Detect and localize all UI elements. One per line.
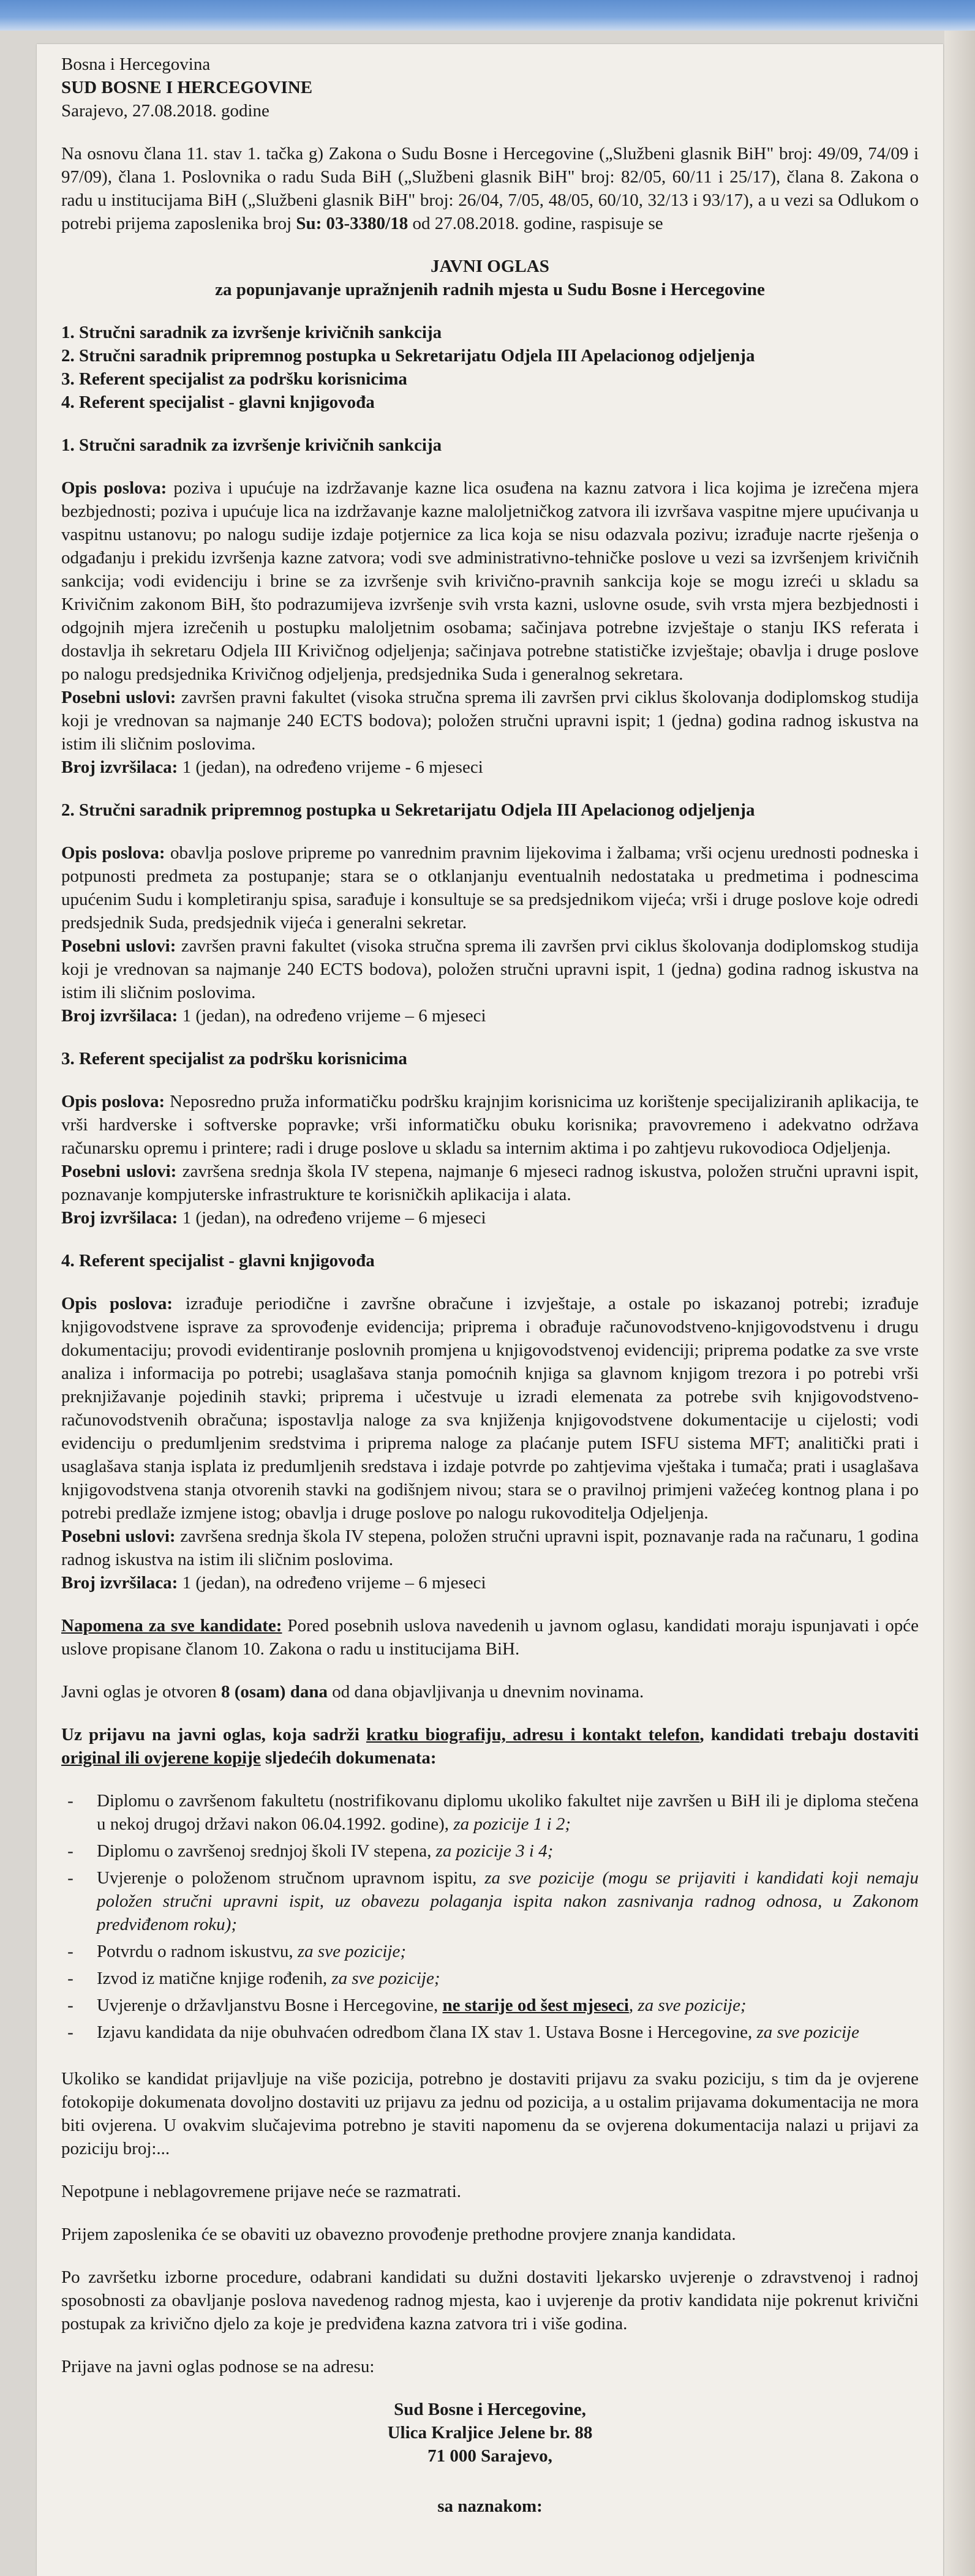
job-description-label: Opis poslova: bbox=[61, 478, 167, 498]
incomplete-applications-paragraph: Nepotpune i neblagovremene prijave neće se razmatrati. bbox=[61, 2182, 461, 2201]
special-requirements-label: Posebni uslovi: bbox=[61, 936, 176, 956]
address-note-label: sa naznakom: bbox=[437, 2496, 543, 2516]
document-text: Diplomu o završenom fakultetu (nostrifikovanu diplomu ukoliko fakultet nije završen u BiH ili je diploma stečena u nekoj drugoj državi nakon 06.04.1992. godine), bbox=[97, 1791, 919, 1834]
number-of-positions bbox=[61, 1004, 919, 1027]
special-requirements-text: završena srednja škola IV stepena, najmanje 6 mjeseci radnog iskustva, položen stručni upravni ispit, poznavanje kompjuterske infrastrukture te korisničkih aplikacija i alata. bbox=[61, 1162, 919, 1204]
document-text: Uvjerenje o državljanstvu Bosne i Hercegovine, bbox=[97, 1996, 443, 2015]
preamble-text-1: Na osnovu člana 11. stav 1. tačka g) Zakona o Sudu Bosne i Hercegovine („Službeni glasnik BiH" broj: 49/09, 74/09 i 97/09), člana 1. Poslovnika o radu Suda BiH („Službeni glasnik BiH" broj: 82/05, 60/11 i 25/17), člana 8. Zakona o radu u institucijama BiH („Službeni glasnik BiH" broj: 26/04, 7/05, 48/05, 60/10, 32/13 i 93/17), a u vezi sa Odlukom o potrebi prijema zaposlenika broj bbox=[61, 144, 919, 233]
positions-list bbox=[61, 321, 919, 414]
special-requirements-text: završen pravni fakultet (visoka stručna sprema ili završen prvi ciklus školovanja dodiplomskog studija koji je vrednovan sa najmanje 240 ECTS bodova), položen stručni upravni ispit, 1 (jedna) godina radnog iskustva na istim ili sličnim poslovima. bbox=[61, 936, 919, 1002]
submission-address bbox=[61, 2398, 919, 2518]
submission-address-intro: Prijave na javni oglas podnose se na adresu: bbox=[61, 2357, 375, 2376]
special-requirements-text: završena srednja škola IV stepena, položen stručni upravni ispit, poznavanje rada na računaru, 1 godina radnog iskustva na istim ili sličnim poslovima. bbox=[61, 1526, 919, 1569]
knowledge-check-paragraph: Prijem zaposlenika će se obaviti uz obavezno provođenje prethodne provjere znanja kandidata. bbox=[61, 2225, 736, 2244]
special-requirements-label: Posebni uslovi: bbox=[61, 688, 176, 707]
document-item bbox=[97, 2021, 919, 2044]
document-scope: za pozicije 3 i 4; bbox=[435, 1841, 554, 1861]
number-of-positions-text: 1 (jedan), na određeno vrijeme – 6 mjeseci bbox=[178, 1208, 486, 1228]
header-institution: SUD BOSNE I HERCEGOVINE bbox=[61, 78, 313, 97]
number-of-positions bbox=[61, 756, 919, 779]
document-scope: za pozicije 1 i 2; bbox=[453, 1814, 571, 1834]
number-of-positions-label: Broj izvršilaca: bbox=[61, 757, 178, 777]
number-of-positions bbox=[61, 1206, 919, 1230]
special-requirements-label: Posebni uslovi: bbox=[61, 1162, 177, 1181]
position-section-2 bbox=[61, 798, 919, 1027]
multiple-applications-paragraph: Ukoliko se kandidat prijavljuje na više pozicija, potrebno je dostaviti prijavu za svaku poziciju, s tim da je ovjerene fotokopije dokumenata dovoljno dostaviti uz prijavu za jednu od pozicija, a u ostalim prijavama dokumentacija ne mora biti ovjerena. U ovakvim slučajevima potrebno je staviti napomenu da se ovjerena dokumentacija nalazi u prijavi za poziciju broj:... bbox=[61, 2069, 919, 2158]
notice-header bbox=[61, 53, 919, 122]
documents-intro-e: sljedećih dokumenata: bbox=[260, 1748, 437, 1768]
section-heading: 4. Referent specijalist - glavni knjigovođa bbox=[61, 1251, 375, 1271]
job-description-text: izrađuje periodične i završne obračune i izvještaje, a ostale po iskazanoj potrebi; izrađuje knjigovodstvene isprave za sprovođenje evidencija; priprema i obrađuje računovodstveno-knjigovodstvenu i drugu dokumentaciju; provodi evidentiranje poslovnih promjena u knjigovodstvenoj evidenciji; priprema podatke za sve vrste analiza i informacija po potrebi; usaglašava stanja pomoćnih knjiga sa glavnom knjigom trezora i po potrebi vrši preknjižavanje pojedinih stavki; priprema i učestvuje u izradi elemenata za potrebe svih knjigovodstveno-računovodstvenih obračuna; ispostavlja naloge za sva knjiženja knjigovodstvene dokumentacije u cijelosti; vodi evidenciju o predumljenim sredstvima i priprema naloge za plaćanje putem ISFU sistema MFT; analitički prati i usaglašava stanja isplata iz predumljenih sredstava i izdaje potvrde po zahtjevima vještaka i tumača; prati i usaglašava knjigovodstvena stanja otvorenih stavki na godišnjem nivou; stara se o pravilnoj primjeni važećeg kontnog plana i po potrebi predlaže izmjene istog; obavlja i druge poslove po nalogu rukovoditelja Odjeljenja. bbox=[61, 1294, 919, 1523]
address-line: 71 000 Sarajevo, bbox=[427, 2446, 552, 2466]
special-requirements-text: završen pravni fakultet (visoka stručna sprema ili završen prvi ciklus školovanja dodiplomskog studija koji je vrednovan sa najmanje 240 ECTS bodova); položen stručni upravni ispit; 1 (jedna) godina radnog iskustva na istim ili sličnim poslovima. bbox=[61, 688, 919, 754]
public-notice bbox=[61, 53, 919, 2518]
documents-intro-d: original ili ovjerene kopije bbox=[61, 1748, 261, 1768]
number-of-positions bbox=[61, 1571, 919, 1594]
special-requirements bbox=[61, 1160, 919, 1206]
document-item bbox=[97, 1839, 919, 1863]
document-scope: za sve pozicije; bbox=[331, 1969, 440, 1988]
decision-number: Su: 03-3380/18 bbox=[296, 214, 408, 233]
number-of-positions-label: Broj izvršilaca: bbox=[61, 1006, 178, 1026]
positions-list-item: 4. Referent specijalist - glavni knjigovođa bbox=[61, 392, 375, 412]
document-text: Potvrdu o radnom iskustvu, bbox=[97, 1942, 298, 1961]
document-scope: za sve pozicije; bbox=[297, 1942, 407, 1961]
position-section-3 bbox=[61, 1047, 919, 1230]
position-section-4 bbox=[61, 1249, 919, 1594]
number-of-positions-text: 1 (jedan), na određeno vrijeme – 6 mjeseci bbox=[178, 1006, 486, 1026]
documents-intro bbox=[61, 1723, 919, 1770]
job-description-label: Opis poslova: bbox=[61, 1092, 165, 1111]
document-text: Uvjerenje o položenom stručnom upravnom ispitu, bbox=[97, 1868, 485, 1888]
required-documents-list bbox=[61, 1789, 919, 2044]
document-scope: , za sve pozicije; bbox=[628, 1996, 747, 2015]
number-of-positions-label: Broj izvršilaca: bbox=[61, 1573, 178, 1593]
document-text: Izvod iz matične knjige rođenih, bbox=[97, 1969, 332, 1988]
newspaper-page bbox=[37, 44, 943, 2576]
documents-intro-a: Uz prijavu na javni oglas, koja sadrži bbox=[61, 1725, 366, 1744]
special-requirements-label: Posebni uslovi: bbox=[61, 1526, 176, 1546]
document-item bbox=[97, 1940, 919, 1963]
after-selection-paragraph: Po završetku izborne procedure, odabrani kandidati su dužni dostaviti ljekarsko uvjerenje o zdravstvenoj i radnoj sposobnosti za obavljanje poslova navedenog radnog mjesta, kao i uvjerenje da protiv kandidata nije pokrenut krivični postupak za krivično djelo za koje je predviđena kazna zatvora tri i više godina. bbox=[61, 2267, 919, 2334]
page-edge-bleed bbox=[944, 31, 975, 2576]
documents-intro-c: , kandidati trebaju dostaviti bbox=[699, 1725, 919, 1744]
document-scope: za sve pozicije bbox=[756, 2022, 859, 2042]
document-item bbox=[97, 1967, 919, 1990]
number-of-positions-text: 1 (jedan), na određeno vrijeme - 6 mjeseci bbox=[178, 757, 483, 777]
special-requirements bbox=[61, 1525, 919, 1571]
address-line: Ulica Kraljice Jelene br. 88 bbox=[387, 2423, 593, 2443]
open-period-days: 8 (osam) dana bbox=[220, 1682, 328, 1702]
special-requirements bbox=[61, 934, 919, 1004]
document-validity: ne starije od šest mjeseci bbox=[442, 1996, 629, 2015]
address-line: Sud Bosne i Hercegovine, bbox=[394, 2400, 586, 2419]
preamble bbox=[61, 142, 919, 235]
job-description-text: Neposredno pruža informatičku podršku krajnjim korisnicima uz korištenje specijaliziranih aplikacija, te vrši hardverske i softverske popravke; vrši informatičku obuku korisnika; pravovremeno i adekvatno održava računarsku opremu i printere; radi i druge poslove u skladu sa internim aktima i po zahtjevu rukovodioca Odjeljenja. bbox=[61, 1092, 919, 1158]
note-for-candidates bbox=[61, 1614, 919, 1661]
note-text: Pored posebnih uslova navedenih u javnom oglasu, kandidati moraju ispunjavati i opće uslove propisane članom 10. Zakona o radu u institucijama BiH. bbox=[61, 1616, 919, 1659]
top-color-band bbox=[0, 0, 975, 31]
header-country: Bosna i Hercegovina bbox=[61, 54, 211, 74]
open-period bbox=[61, 1680, 919, 1703]
document-item bbox=[97, 1866, 919, 1936]
special-requirements bbox=[61, 686, 919, 756]
job-description bbox=[61, 476, 919, 686]
job-description-label: Opis poslova: bbox=[61, 1294, 173, 1313]
notice-title: JAVNI OGLAS bbox=[431, 257, 549, 276]
note-label: Napomena za sve kandidate: bbox=[61, 1616, 282, 1635]
section-heading: 2. Stručni saradnik pripremnog postupka u Sekretarijatu Odjela III Apelacionog odjeljenja bbox=[61, 800, 755, 820]
section-heading: 1. Stručni saradnik za izvršenje krivičnih sankcija bbox=[61, 435, 442, 455]
job-description-label: Opis poslova: bbox=[61, 843, 165, 863]
job-description bbox=[61, 841, 919, 934]
job-description-text: poziva i upućuje na izdržavanje kazne lica osuđena na kaznu zatvora i lica kojima je izrečena mjera bezbjednosti; poziva i upućuje lica na izdržavanje kazne maloljetničkog zatvora ili izvršava vaspitne mjere upućivanja u vaspitnu ustanovu; po nalogu sudije izdaje potjernice za lica koja se nisu odazvala pozivu; izrađuje nacrte rješenja o odgađanju i prekidu izvršenja kazne zatvora; vodi sve administrativno-tehničke poslove u vezi sa izvršenjem krivičnih sankcija; vodi evidenciju i brine se za izvršenje svih krivično-pravnih sankcija koje se mogu izreći u skladu sa Krivičnim zakonom BiH, što podrazumijeva izvršenje svih vrsta kazni, uslovne osude, svih vrsta mjera bezbjednosti i odgojnih mjera izrečenih u postupku maloljetnim osobama; sačinjava potrebne izvještaje o stanju IKS referata i dostavlja ih sekretaru Odjela III Krivičnog odjeljenja; sačinjava potrebne statističke izvještaje; obavlja i druge poslove po nalogu predsjednika Krivičnog odjeljenja, predsjednika Suda i generalnog sekretara. bbox=[61, 478, 919, 684]
job-description-text: obavlja poslove pripreme po vanrednim pravnim lijekovima i žalbama; vrši ocjenu urednosti podneska i potpunosti predmeta za postupanje; stara se o otklanjanju eventualnih nedostataka u predmetima i podnescima upućenim Sudu i kompletiranju spisa, sarađuje i konsultuje se sa predsjednikom vijeća; vrši i druge poslove koje odredi predsjednik Suda, predsjednik vijeća i generalni sekretar. bbox=[61, 843, 919, 933]
section-heading: 3. Referent specijalist za podršku korisnicima bbox=[61, 1049, 407, 1068]
positions-list-item: 1. Stručni saradnik za izvršenje krivičnih sankcija bbox=[61, 323, 442, 342]
positions-list-item: 2. Stručni saradnik pripremnog postupka u Sekretarijatu Odjela III Apelacionog odjeljenja bbox=[61, 346, 755, 366]
header-place-date: Sarajevo, 27.08.2018. godine bbox=[61, 101, 269, 121]
document-text: Izjavu kandidata da nije obuhvaćen odredbom člana IX stav 1. Ustava Bosne i Hercegovine, bbox=[97, 2022, 757, 2042]
number-of-positions-label: Broj izvršilaca: bbox=[61, 1208, 178, 1228]
job-description bbox=[61, 1090, 919, 1160]
documents-intro-b: kratku biografiju, adresu i kontakt telefon bbox=[366, 1725, 700, 1744]
open-period-after: od dana objavljivanja u dnevnim novinama. bbox=[327, 1682, 644, 1702]
document-text: Diplomu o završenoj srednjoj školi IV stepena, bbox=[97, 1841, 436, 1861]
position-section-1 bbox=[61, 434, 919, 779]
positions-list-item: 3. Referent specijalist za podršku korisnicima bbox=[61, 369, 407, 389]
open-period-before: Javni oglas je otvoren bbox=[61, 1682, 221, 1702]
notice-subtitle: za popunjavanje upražnjenih radnih mjesta u Sudu Bosne i Hercegovine bbox=[215, 280, 765, 299]
document-scope: za sve pozicije (mogu se prijaviti i kandidati koji nemaju položen stručni upravni ispit, uz obavezu polaganja ispita nakon zasnivanja radnog odnosa, u Zakonom predviđenom roku); bbox=[97, 1868, 919, 1934]
job-description bbox=[61, 1292, 919, 1525]
document-item bbox=[97, 1994, 919, 2017]
preamble-text-2: od 27.08.2018. godine, raspisuje se bbox=[408, 214, 663, 233]
number-of-positions-text: 1 (jedan), na određeno vrijeme – 6 mjeseci bbox=[178, 1573, 486, 1593]
document-item bbox=[97, 1789, 919, 1836]
